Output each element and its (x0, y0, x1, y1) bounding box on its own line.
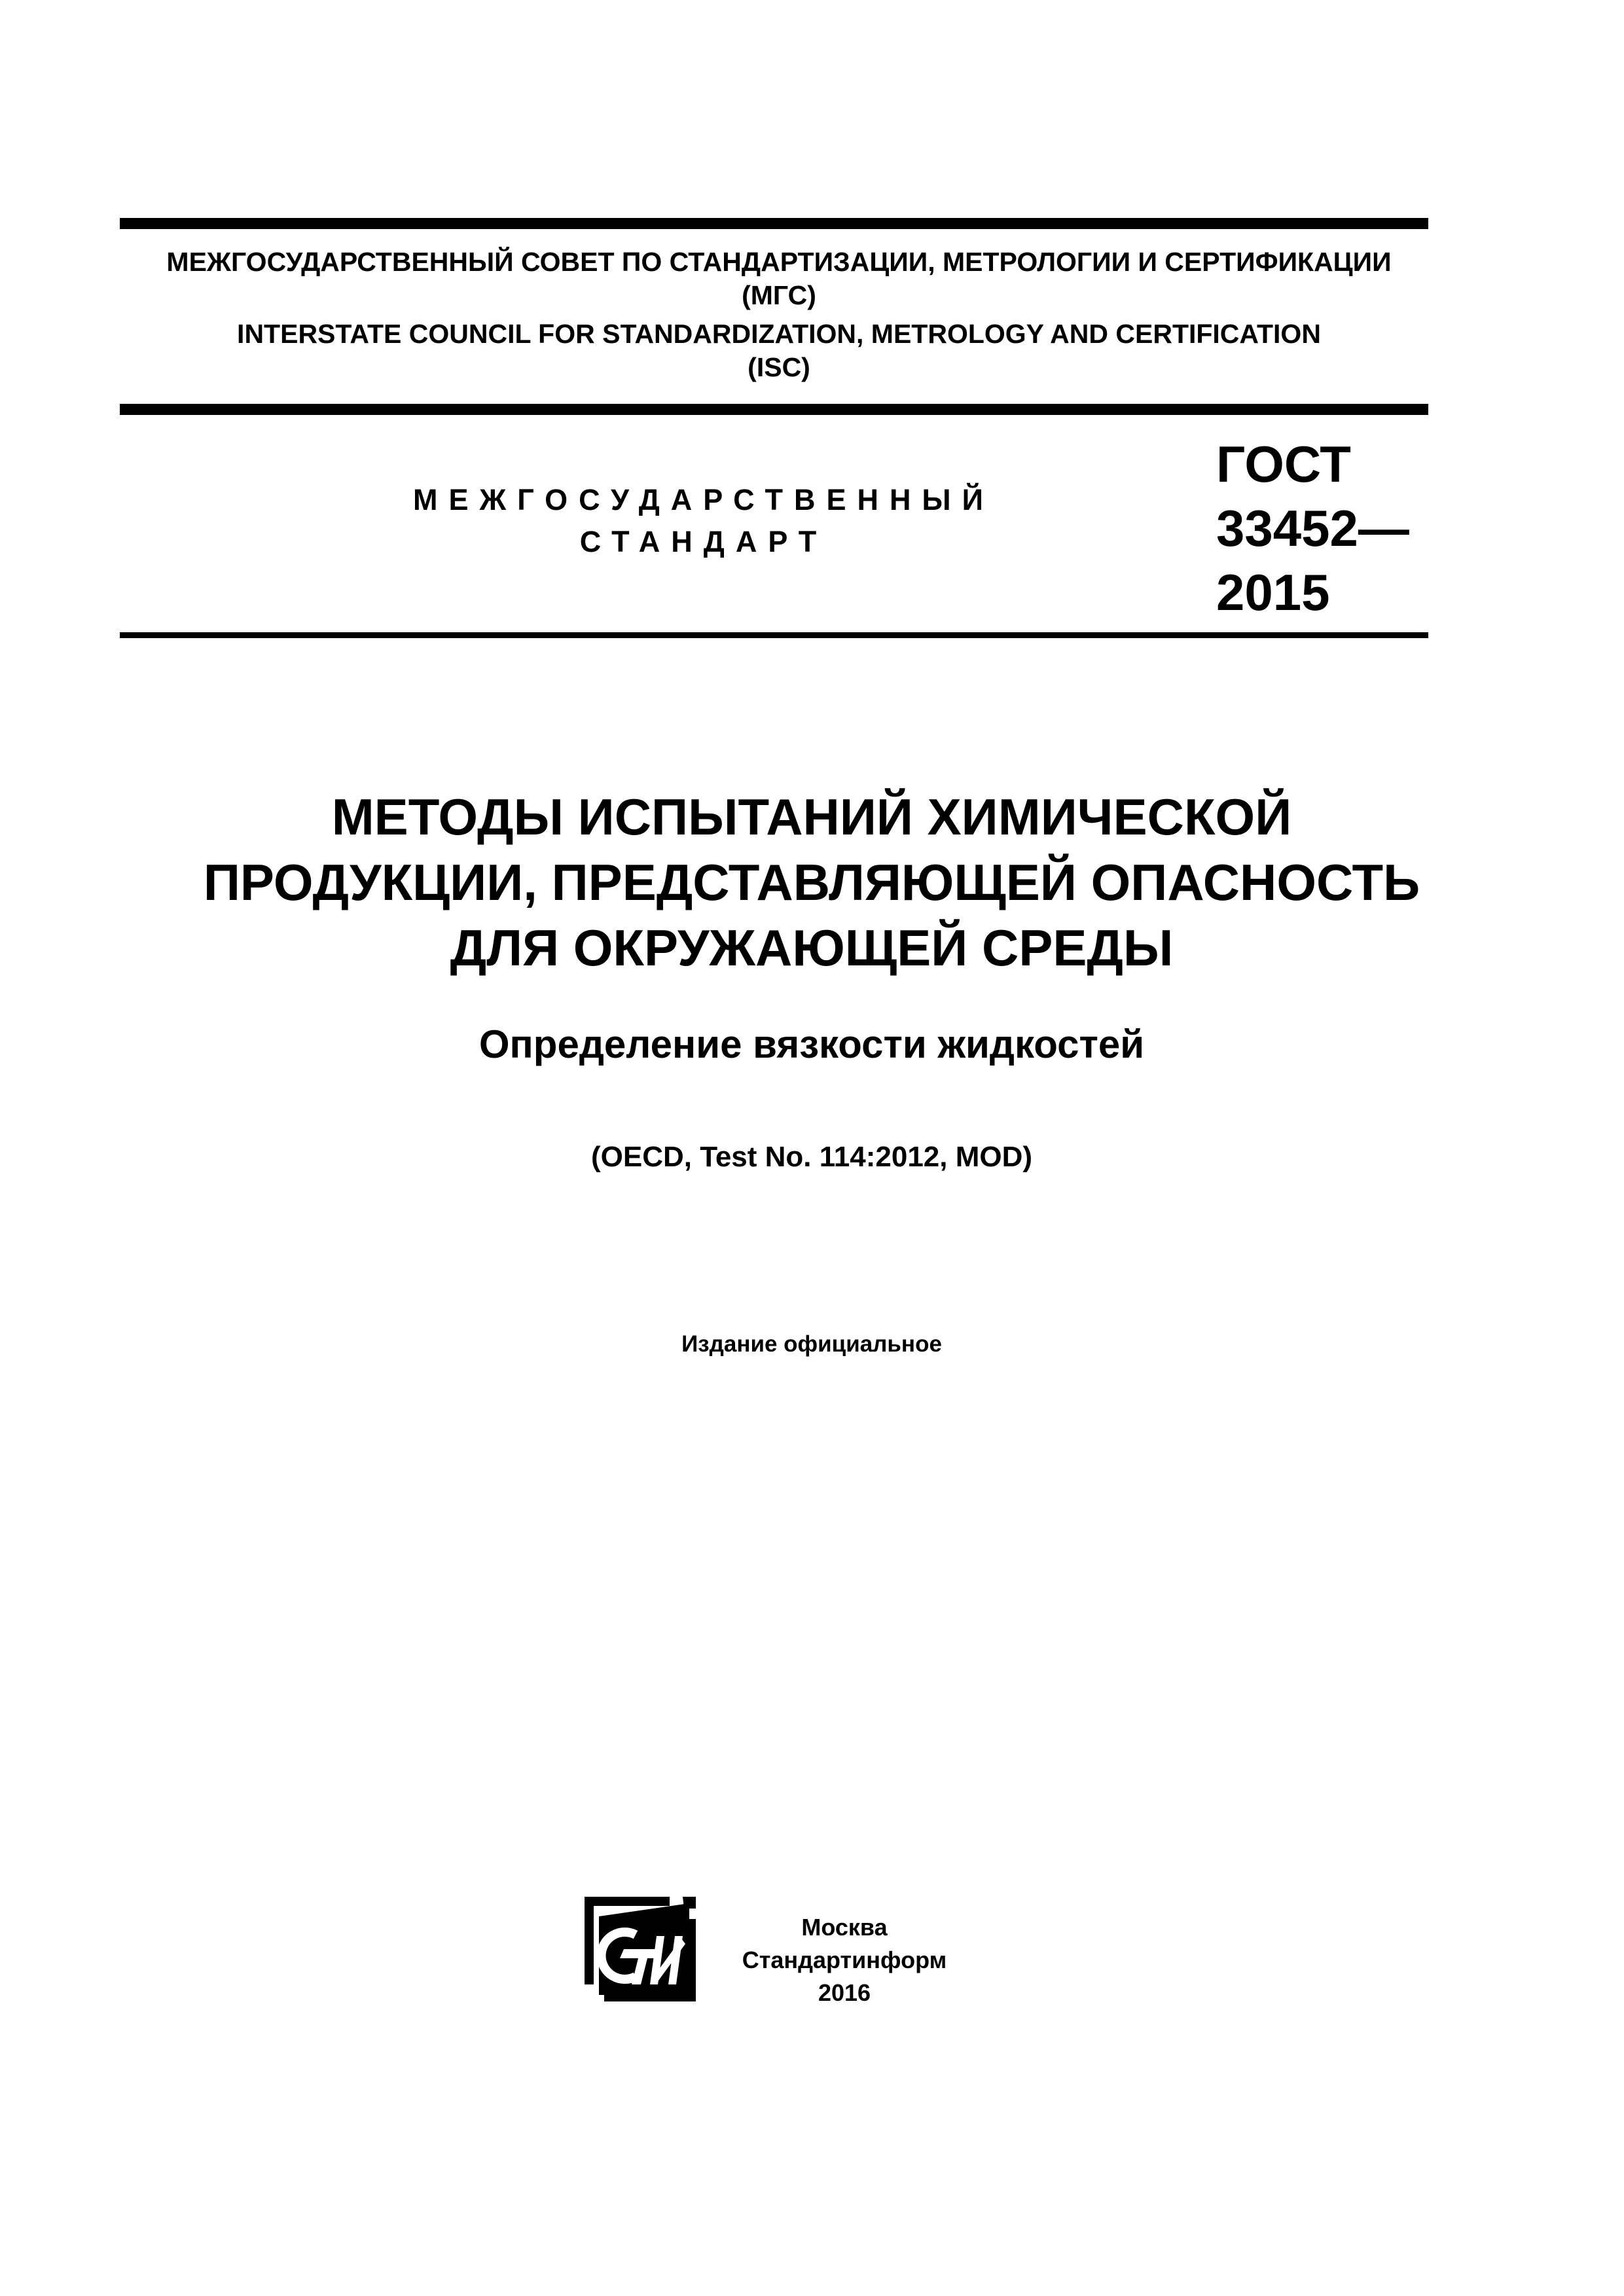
document-subtitle: Определение вязкости жидкостей (478, 1022, 1145, 1066)
bottom-rule (120, 632, 1428, 638)
council-abbr-ru: (МГС) (742, 280, 816, 310)
publisher-city: Москва (801, 1914, 888, 1941)
standard-type-line2: СТАНДАРТ (579, 525, 828, 558)
document-title (92, 784, 1532, 980)
source-reference: (OECD, Test No. 114:2012, MOD) (590, 1141, 1033, 1173)
edition-note: Издание официальное (681, 1331, 942, 1357)
publication-year: 2016 (818, 1979, 871, 2006)
standartinform-logo-icon (585, 1897, 696, 2001)
middle-rule (120, 404, 1428, 415)
council-name-en: INTERSTATE COUNCIL FOR STANDARDIZATION, METROLOGY AND CERTIFICATION (237, 319, 1321, 349)
designation-number: 33452— (1216, 499, 1409, 557)
designation-year: 2015 (1216, 564, 1330, 621)
title-line2: ПРОДУКЦИИ, ПРЕДСТАВЛЯЮЩЕЙ ОПАСНОСТЬ (203, 853, 1420, 911)
publisher-name: Стандартинформ (742, 1946, 947, 1973)
council-abbr-en: (ISC) (748, 352, 810, 382)
standard-designation (1216, 432, 1409, 624)
title-line3: ДЛЯ ОКРУЖАЮЩЕЙ СРЕДЫ (450, 919, 1174, 977)
council-header (98, 245, 1460, 384)
council-name-ru: МЕЖГОСУДАРСТВЕННЫЙ СОВЕТ ПО СТАНДАРТИЗАЦИИ, МЕТРОЛОГИИ И СЕРТИФИКАЦИИ (166, 247, 1392, 277)
designation-prefix: ГОСТ (1216, 435, 1351, 493)
title-line1: МЕТОДЫ ИСПЫТАНИЙ ХИМИЧЕСКОЙ (331, 788, 1292, 846)
standard-type-line1: МЕЖГОСУДАРСТВЕННЫЙ (413, 483, 994, 516)
publisher-imprint (707, 1911, 982, 2009)
top-rule (120, 218, 1428, 229)
standard-type (367, 479, 1041, 563)
